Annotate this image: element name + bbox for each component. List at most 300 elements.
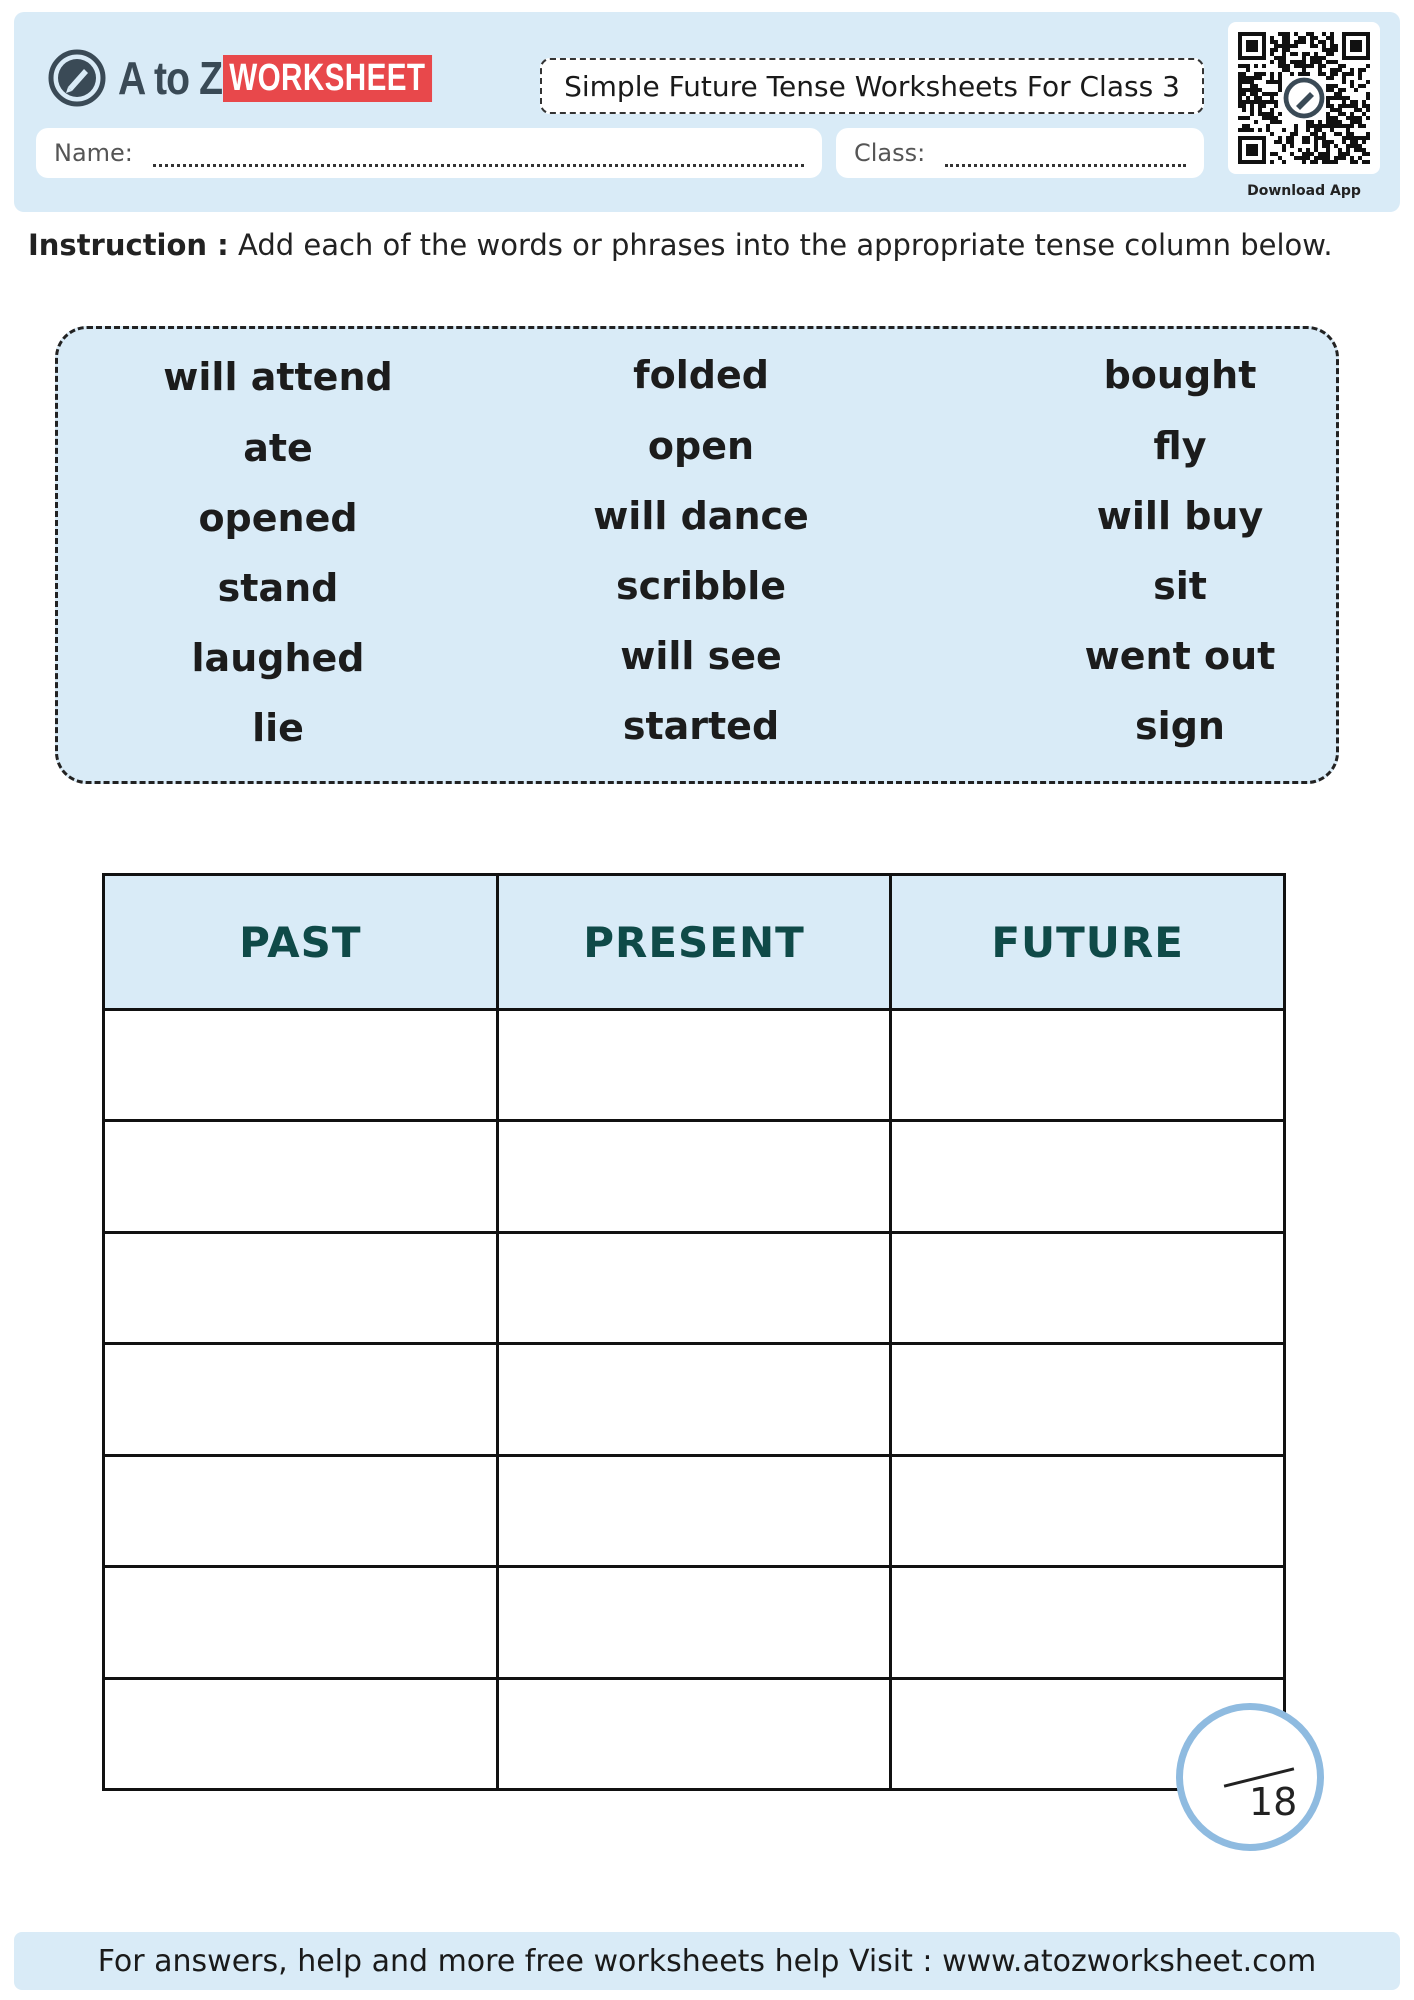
word-bank [55, 326, 1339, 784]
qr-module [1326, 148, 1330, 152]
qr-module [1242, 124, 1246, 128]
qr-module [1250, 84, 1254, 88]
word-bank-item: fly [1153, 424, 1207, 468]
qr-module [1246, 100, 1250, 104]
qr-module [1342, 96, 1346, 100]
qr-module [1270, 92, 1274, 96]
qr-module [1330, 88, 1334, 92]
qr-module [1322, 48, 1326, 52]
qr-module [1342, 80, 1346, 84]
qr-module [1326, 88, 1330, 92]
qr-module [1362, 100, 1366, 104]
qr-module [1238, 80, 1242, 84]
qr-module [1250, 128, 1254, 132]
qr-module [1270, 132, 1274, 136]
qr-module [1338, 124, 1342, 128]
qr-module [1350, 116, 1354, 120]
logo-text-worksheet: WORKSHEET [223, 55, 432, 102]
qr-module [1358, 72, 1362, 76]
class-field[interactable] [836, 128, 1204, 178]
qr-module [1322, 152, 1326, 156]
qr-module [1342, 124, 1346, 128]
qr-module [1270, 76, 1274, 80]
qr-module [1246, 88, 1250, 92]
score-total: 18 [1249, 1780, 1298, 1824]
qr-module [1246, 96, 1250, 100]
qr-module [1258, 112, 1262, 116]
qr-module [1278, 112, 1282, 116]
qr-module [1270, 96, 1274, 100]
column-header-future: FUTURE [891, 875, 1285, 1010]
qr-module [1242, 116, 1246, 120]
qr-module [1354, 100, 1358, 104]
qr-module [1338, 88, 1342, 92]
answer-cell[interactable] [497, 1232, 891, 1343]
qr-module [1302, 136, 1306, 140]
qr-module [1346, 96, 1350, 100]
qr-module [1366, 92, 1370, 96]
qr-module [1310, 60, 1314, 64]
qr-module [1242, 72, 1246, 76]
qr-module [1254, 84, 1258, 88]
qr-module [1270, 116, 1274, 120]
qr-module [1350, 72, 1354, 76]
qr-module [1286, 32, 1290, 36]
qr-module [1310, 56, 1314, 60]
qr-module [1322, 72, 1326, 76]
answer-cell[interactable] [104, 1344, 498, 1455]
qr-module [1310, 36, 1314, 40]
qr-module [1326, 96, 1330, 100]
qr-module [1274, 44, 1278, 48]
qr-module [1314, 156, 1318, 160]
qr-module [1350, 156, 1354, 160]
qr-module [1266, 112, 1270, 116]
qr-module [1310, 32, 1314, 36]
answer-cell[interactable] [891, 1121, 1285, 1232]
name-input-line[interactable] [153, 164, 804, 167]
qr-module [1362, 148, 1366, 152]
answer-cell[interactable] [497, 1567, 891, 1678]
qr-module [1350, 68, 1354, 72]
qr-module [1366, 64, 1370, 68]
qr-module [1270, 100, 1274, 104]
qr-module [1362, 140, 1366, 144]
answer-cell[interactable] [104, 1455, 498, 1566]
qr-module [1334, 48, 1338, 52]
qr-module [1330, 116, 1334, 120]
qr-module [1346, 136, 1350, 140]
qr-module [1246, 116, 1250, 120]
qr-module [1238, 116, 1242, 120]
qr-module [1270, 60, 1274, 64]
qr-module [1302, 156, 1306, 160]
qr-module [1318, 72, 1322, 76]
qr-module [1354, 144, 1358, 148]
qr-module [1290, 144, 1294, 148]
qr-module [1278, 64, 1282, 68]
qr-module [1358, 76, 1362, 80]
qr-module [1366, 80, 1370, 84]
logo-text-atoz: A to Z [118, 52, 223, 104]
qr-module [1274, 116, 1278, 120]
qr-module [1358, 120, 1362, 124]
qr-module [1306, 72, 1310, 76]
qr-module [1314, 52, 1318, 56]
qr-module [1338, 112, 1342, 116]
qr-module [1294, 128, 1298, 132]
qr-module [1266, 92, 1270, 96]
qr-module [1270, 40, 1274, 44]
qr-module [1358, 124, 1362, 128]
qr-module [1330, 120, 1334, 124]
qr-module [1334, 156, 1338, 160]
word-bank-item: ate [243, 426, 313, 470]
qr-module [1318, 60, 1322, 64]
qr-module [1342, 136, 1346, 140]
word-bank-item: bought [1103, 353, 1257, 397]
qr-module [1302, 64, 1306, 68]
qr-module [1342, 152, 1346, 156]
qr-module [1342, 156, 1346, 160]
qr-module [1262, 72, 1266, 76]
qr-module [1326, 84, 1330, 88]
qr-module [1254, 76, 1258, 80]
qr-module [1306, 140, 1310, 144]
qr-module [1358, 144, 1362, 148]
table-row [104, 1344, 1285, 1455]
qr-module [1278, 140, 1282, 144]
name-label: Name: [54, 139, 133, 167]
answer-cell[interactable] [891, 1344, 1285, 1455]
word-bank-item: lie [252, 706, 304, 750]
qr-module [1294, 64, 1298, 68]
qr-module [1330, 160, 1334, 164]
answer-cell[interactable] [104, 1678, 498, 1789]
qr-module [1286, 44, 1290, 48]
instruction-text: Add each of the words or phrases into the appropriate tense column below. [237, 228, 1333, 262]
answer-cell[interactable] [104, 1121, 498, 1232]
score-badge[interactable] [1176, 1703, 1324, 1851]
qr-module [1342, 100, 1346, 104]
qr-module [1282, 64, 1286, 68]
qr-module [1274, 100, 1278, 104]
qr-module [1294, 132, 1298, 136]
qr-module [1314, 44, 1318, 48]
qr-module [1258, 76, 1262, 80]
qr-module [1346, 104, 1350, 108]
qr-module [1326, 52, 1330, 56]
qr-module [1250, 92, 1254, 96]
qr-module [1278, 80, 1282, 84]
qr-module [1274, 40, 1278, 44]
qr-module [1334, 160, 1338, 164]
qr-module [1270, 48, 1274, 52]
qr-module [1254, 96, 1258, 100]
column-header-past: PAST [104, 875, 498, 1010]
qr-module [1270, 72, 1274, 76]
qr-module [1346, 132, 1350, 136]
qr-module [1242, 64, 1246, 68]
qr-module [1250, 112, 1254, 116]
qr-module [1302, 68, 1306, 72]
qr-module [1274, 120, 1278, 124]
qr-module [1354, 108, 1358, 112]
answer-cell[interactable] [104, 1010, 498, 1121]
qr-module [1330, 36, 1334, 40]
qr-module [1350, 160, 1354, 164]
qr-module [1318, 68, 1322, 72]
qr-module [1326, 48, 1330, 52]
qr-module [1274, 80, 1278, 84]
qr-module [1250, 88, 1254, 92]
qr-module [1302, 40, 1306, 44]
qr-module [1326, 156, 1330, 160]
answer-cell[interactable] [497, 1344, 891, 1455]
qr-module [1314, 160, 1318, 164]
qr-module [1242, 128, 1246, 132]
qr-module [1266, 116, 1270, 120]
qr-module [1330, 32, 1334, 36]
qr-module [1306, 124, 1310, 128]
qr-module [1350, 104, 1354, 108]
qr-module [1338, 108, 1342, 112]
qr-module [1286, 68, 1290, 72]
qr-module [1250, 80, 1254, 84]
qr-module [1254, 92, 1258, 96]
qr-module [1282, 44, 1286, 48]
qr-module [1330, 44, 1334, 48]
qr-module [1322, 64, 1326, 68]
qr-module [1306, 64, 1310, 68]
qr-module [1250, 100, 1254, 104]
pencil-circle-icon [48, 49, 106, 107]
class-input-line[interactable] [945, 164, 1186, 167]
qr-module [1282, 144, 1286, 148]
qr-module [1322, 40, 1326, 44]
qr-module [1342, 72, 1346, 76]
qr-module [1342, 140, 1346, 144]
qr-module [1282, 60, 1286, 64]
qr-module [1330, 52, 1334, 56]
answer-cell[interactable] [497, 1121, 891, 1232]
qr-module [1238, 100, 1242, 104]
download-app-label: Download App [1247, 183, 1361, 199]
qr-module [1238, 84, 1242, 88]
qr-module [1262, 116, 1266, 120]
qr-module [1342, 88, 1346, 92]
qr-module [1350, 112, 1354, 116]
qr-module [1338, 120, 1342, 124]
qr-module [1282, 56, 1286, 60]
qr-module [1314, 60, 1318, 64]
qr-module [1338, 152, 1342, 156]
answer-cell[interactable] [497, 1010, 891, 1121]
qr-module [1294, 60, 1298, 64]
qr-module [1326, 104, 1330, 108]
answer-cell[interactable] [497, 1455, 891, 1566]
qr-module [1278, 76, 1282, 80]
qr-module [1246, 128, 1250, 132]
qr-module [1354, 160, 1358, 164]
qr-module [1270, 160, 1274, 164]
qr-module [1322, 44, 1326, 48]
qr-module [1326, 76, 1330, 80]
qr-module [1358, 108, 1362, 112]
qr-module [1306, 152, 1310, 156]
answer-cell[interactable] [891, 1567, 1285, 1678]
answer-cell[interactable] [891, 1455, 1285, 1566]
qr-module [1330, 108, 1334, 112]
qr-module [1302, 140, 1306, 144]
qr-module [1298, 40, 1302, 44]
qr-module [1350, 120, 1354, 124]
qr-module [1274, 104, 1278, 108]
qr-module [1334, 92, 1338, 96]
qr-module [1278, 156, 1282, 160]
qr-module [1278, 120, 1282, 124]
answer-cell[interactable] [104, 1567, 498, 1678]
table-row [104, 1010, 1285, 1121]
word-bank-item: sit [1153, 564, 1207, 608]
qr-code-icon [1238, 32, 1370, 164]
qr-module [1334, 60, 1338, 64]
qr-module [1262, 100, 1266, 104]
qr-module [1310, 120, 1314, 124]
qr-module [1366, 136, 1370, 140]
qr-module [1318, 56, 1322, 60]
qr-module [1294, 40, 1298, 44]
qr-module [1358, 148, 1362, 152]
qr-module [1326, 100, 1330, 104]
column-header-present: PRESENT [497, 875, 891, 1010]
qr-module [1358, 136, 1362, 140]
qr-module [1318, 128, 1322, 132]
name-field[interactable] [36, 128, 822, 178]
qr-module [1358, 116, 1362, 120]
qr-module [1362, 68, 1366, 72]
qr-module [1258, 96, 1262, 100]
qr-module [1354, 116, 1358, 120]
qr-module [1266, 128, 1270, 132]
answer-cell[interactable] [104, 1232, 498, 1343]
qr-module [1238, 92, 1242, 96]
qr-module [1350, 132, 1354, 136]
qr-module [1274, 152, 1278, 156]
instruction-label: Instruction : [28, 228, 229, 262]
qr-module [1338, 104, 1342, 108]
word-bank-item: scribble [615, 564, 787, 608]
qr-module [1266, 80, 1270, 84]
footer-banner[interactable]: For answers, help and more free worksheets help Visit : www.atozworksheet.com [14, 1932, 1400, 1990]
word-bank-item: started [622, 704, 780, 748]
qr-module [1270, 52, 1274, 56]
qr-module [1330, 96, 1334, 100]
qr-module [1282, 32, 1286, 36]
qr-module [1238, 96, 1242, 100]
qr-module [1334, 72, 1338, 76]
qr-module [1362, 84, 1366, 88]
qr-module [1342, 76, 1346, 80]
qr-module [1254, 88, 1258, 92]
qr-module [1322, 32, 1326, 36]
qr-module [1330, 68, 1334, 72]
qr-module [1242, 108, 1246, 112]
qr-module [1322, 160, 1326, 164]
qr-module [1310, 64, 1314, 68]
qr-module [1278, 44, 1282, 48]
word-bank-item: laughed [191, 636, 365, 680]
qr-module [1282, 148, 1286, 152]
qr-module [1266, 100, 1270, 104]
qr-module [1290, 60, 1294, 64]
qr-module [1306, 136, 1310, 140]
qr-module [1350, 80, 1354, 84]
qr-module [1258, 72, 1262, 76]
answer-cell[interactable] [891, 1232, 1285, 1343]
qr-module [1242, 80, 1246, 84]
qr-module [1326, 124, 1330, 128]
qr-module [1250, 108, 1254, 112]
word-bank-item: folded [633, 353, 769, 397]
instruction [28, 228, 1333, 262]
answer-cell[interactable] [497, 1678, 891, 1789]
qr-module [1246, 68, 1250, 72]
qr-module [1346, 144, 1350, 148]
qr-module [1310, 40, 1314, 44]
qr-module [1250, 104, 1254, 108]
qr-module [1334, 44, 1338, 48]
qr-module [1326, 152, 1330, 156]
qr-module [1302, 56, 1306, 60]
qr-module [1314, 132, 1318, 136]
qr-module [1322, 136, 1326, 140]
qr-module [1294, 44, 1298, 48]
qr-module [1354, 136, 1358, 140]
qr-module [1366, 132, 1370, 136]
qr-module [1334, 120, 1338, 124]
table-row [104, 1455, 1285, 1566]
word-bank-item: will buy [1096, 494, 1264, 538]
qr-module [1358, 68, 1362, 72]
qr-module [1362, 136, 1366, 140]
qr-module [1366, 152, 1370, 156]
qr-module [1286, 64, 1290, 68]
qr-module [1282, 160, 1286, 164]
qr-module [1330, 72, 1334, 76]
qr-module [1326, 112, 1330, 116]
qr-module [1242, 100, 1246, 104]
qr-module [1282, 40, 1286, 44]
qr-module [1342, 104, 1346, 108]
qr-module [1242, 88, 1246, 92]
qr-code[interactable] [1228, 22, 1380, 174]
qr-module [1286, 140, 1290, 144]
qr-module [1330, 40, 1334, 44]
table-row [104, 1121, 1285, 1232]
answer-cell[interactable] [891, 1010, 1285, 1121]
qr-module [1282, 48, 1286, 52]
qr-module [1238, 72, 1242, 76]
site-logo[interactable] [48, 46, 490, 110]
qr-module [1246, 76, 1250, 80]
qr-module [1262, 92, 1266, 96]
qr-module [1258, 100, 1262, 104]
qr-module [1270, 36, 1274, 40]
qr-module [1290, 44, 1294, 48]
word-bank-item: sign [1135, 704, 1225, 748]
qr-module [1322, 124, 1326, 128]
